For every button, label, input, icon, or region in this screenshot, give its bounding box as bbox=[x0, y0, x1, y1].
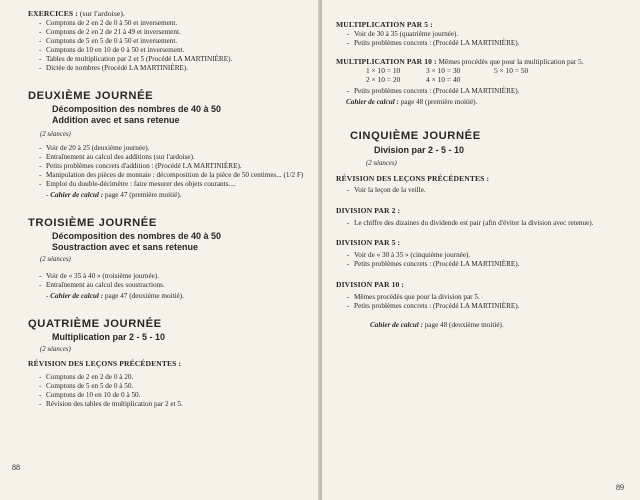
day4-list bbox=[28, 373, 306, 409]
exercices-list bbox=[28, 19, 306, 72]
list-item: - Comptons de 2 en 2 de 0 à 20. bbox=[46, 373, 306, 382]
day5-title: CINQUIÈME JOURNÉE bbox=[350, 129, 481, 142]
div10-list bbox=[336, 293, 626, 311]
list-item: - Voir de 20 à 25 (deuxième journée). bbox=[46, 144, 306, 153]
list-item: - Petits problèmes concrets : (Procédé LA MARTINIÈRE). bbox=[354, 87, 626, 96]
day4-subtitle-1: Multiplication par 2 - 5 - 10 bbox=[52, 331, 166, 342]
list-item: - Comptons de 10 en 10 de 0 à 50. bbox=[46, 391, 306, 400]
list-item: - Petits problèmes concrets : (Procédé LA MARTINIÈRE). bbox=[354, 39, 626, 48]
list-item: - Voir de « 30 à 35 » (cinquième journée). bbox=[354, 251, 626, 260]
list-item: - Comptons de 5 en 5 de 0 à 50. bbox=[46, 382, 306, 391]
day3-subtitle-2: Soustraction avec et sans retenue bbox=[52, 241, 199, 252]
mult5-label: MULTIPLICATION PAR 5 : bbox=[336, 20, 433, 29]
list-item: - Voir la leçon de la veille. bbox=[354, 186, 626, 195]
list-item: - Le chiffre des dizaines du dividende est pair (afin d'éviter la division avec retenue). bbox=[354, 219, 626, 228]
mult-fact: 4 × 10 = 40 bbox=[426, 74, 461, 84]
div5-list bbox=[336, 251, 626, 269]
day5-sessions: (2 séances) bbox=[366, 159, 397, 167]
day5-subtitle-1: Division par 2 - 5 - 10 bbox=[374, 144, 465, 155]
mult-fact: 1 × 10 = 10 bbox=[366, 66, 401, 76]
day4-sessions: (2 séances) bbox=[40, 345, 71, 353]
exercices-label: EXERCICES : (sur l'ardoise). bbox=[28, 9, 125, 18]
list-item: - Voir de 30 à 35 (quatrième journée). bbox=[354, 30, 626, 39]
revision-label: RÉVISION DES LEÇONS PRÉCÉDENTES : bbox=[336, 173, 490, 183]
list-item: - Manipulation des pièces de monnaie : décomposition de la pièce de 50 centimes... (1/2 F) bbox=[46, 171, 306, 180]
list-item: - Entraînement au calcul des soustractions. bbox=[46, 281, 306, 290]
revision-list bbox=[336, 186, 626, 195]
list-item: - Voir de « 35 à 40 » (troisième journée). bbox=[46, 272, 306, 281]
div2-label: DIVISION PAR 2 : bbox=[336, 206, 401, 216]
list-item: - Comptons de 5 en 5 de 0 à 50 et inversement. bbox=[46, 37, 306, 46]
mult-fact: 3 × 10 = 30 bbox=[426, 66, 461, 76]
day3-cahier: - Cahier de calcul : page 47 (deuxième moitié). bbox=[46, 291, 184, 300]
list-item: - Petits problèmes concrets d'addition : (Procédé LA MARTINIÈRE). bbox=[46, 162, 306, 171]
mult10-heading: MULTIPLICATION PAR 10 : Mêmes procédés que pour la multiplication par 5. bbox=[336, 56, 584, 66]
list-item: - Petits problèmes concrets : (Procédé LA MARTINIÈRE). bbox=[354, 260, 626, 269]
mult5-list bbox=[336, 30, 626, 48]
list-item: - Dictée de nombres (Procédé LA MARTINIÈRE). bbox=[46, 64, 306, 73]
list-item: - Tables de multiplication par 2 et 5 (Procédé LA MARTINIÈRE). bbox=[46, 55, 306, 64]
day5-cahier: Cahier de calcul : page 48 (deuxième moitié). bbox=[370, 320, 504, 329]
mult10-grid bbox=[366, 67, 626, 85]
mult-fact: 2 × 10 = 20 bbox=[366, 74, 401, 84]
day2-list bbox=[28, 144, 306, 189]
day2-sessions: (2 séances) bbox=[40, 131, 71, 139]
day2-subtitle-2: Addition avec et sans retenue bbox=[52, 115, 180, 126]
list-item: - Emploi du double-décimètre : faire mesurer des objets courants.... bbox=[46, 180, 306, 189]
mult-fact bbox=[494, 76, 554, 85]
day2-cahier: - Cahier de calcul : page 47 (première moitié). bbox=[46, 190, 182, 199]
day4-revision-label: RÉVISION DES LEÇONS PRÉCÉDENTES : bbox=[28, 358, 182, 368]
day2-subtitle-1: Décomposition des nombres de 40 à 50 bbox=[52, 104, 222, 115]
list-item: - Révision des tables de multiplication par 2 et 5. bbox=[46, 400, 306, 409]
mult10-list bbox=[336, 87, 626, 96]
day3-list bbox=[28, 272, 306, 290]
div5-label: DIVISION PAR 5 : bbox=[336, 238, 401, 248]
day2-title: DEUXIÈME JOURNÉE bbox=[28, 90, 154, 103]
list-item: - Comptons de 10 en 10 de 0 à 50 et inversement. bbox=[46, 46, 306, 55]
list-item: - Mêmes procédés que pour la division par 5. bbox=[354, 293, 626, 302]
mult-fact: 5 × 10 = 50 bbox=[494, 66, 529, 76]
day4-title: QUATRIÈME JOURNÉE bbox=[28, 317, 162, 330]
page-number-right: 89 bbox=[616, 483, 624, 492]
day3-sessions: (2 séances) bbox=[40, 255, 71, 263]
right-page bbox=[322, 0, 640, 500]
list-item: - Entraînement au calcul des additions (sur l'ardoise). bbox=[46, 153, 306, 162]
day3-subtitle-1: Décomposition des nombres de 40 à 50 bbox=[52, 230, 222, 241]
list-item: - Comptons de 2 en 2 de 21 à 49 et inversement. bbox=[46, 28, 306, 37]
div10-label: DIVISION PAR 10 : bbox=[336, 280, 405, 290]
list-item: - Petits problèmes concrets : (Procédé LA MARTINIÈRE). bbox=[354, 302, 626, 311]
div2-list bbox=[336, 219, 626, 228]
day3-title: TROISIÈME JOURNÉE bbox=[28, 216, 157, 229]
page-number-left: 88 bbox=[12, 463, 20, 472]
mult10-cahier: Cahier de calcul : page 48 (première moitié). bbox=[346, 97, 478, 106]
list-item: - Comptons de 2 en 2 de 0 à 50 et inversement. bbox=[46, 19, 306, 28]
